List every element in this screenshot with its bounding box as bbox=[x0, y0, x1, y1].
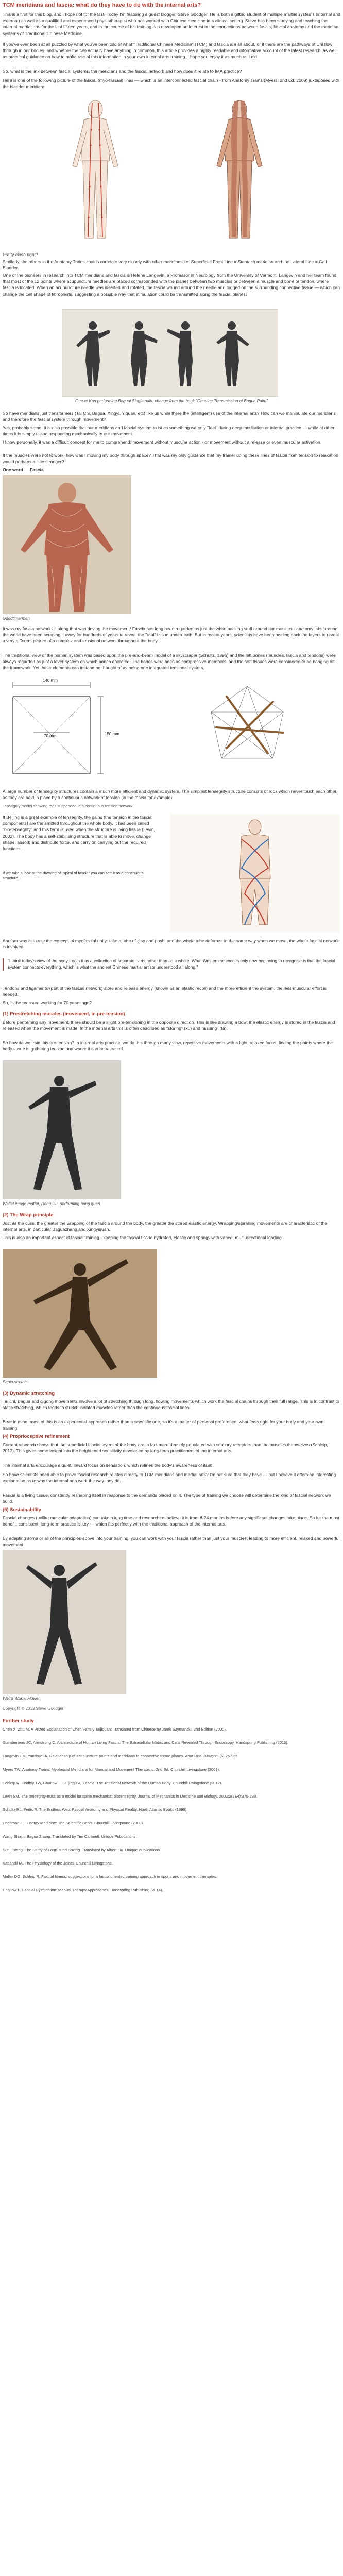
pressure-question-paragraph: So, is the pressure working for 70 years ago? bbox=[3, 1000, 92, 1005]
intro-paragraph-1: This is a first for this blog, and I hope not for the last: Today I'm featuring a guest blogger, Steve Goodger. He is both a gifted student of multiple martial systems (internal and external) as well as a qualified and experienced physiotherapist who has worked with Chinese medicine in a clinical setting. Steve has been studying and teaching the internal martial arts for the last fifteen years, and in the course of his training has developed an interest in the connections between fascia, fascial anatomy and the meridian systems of Traditional Chinese Medicine. bbox=[3, 12, 340, 36]
sepia-stretch-figure bbox=[3, 1249, 157, 1378]
prestretch-paragraph: Before performing any movement, there should be a slight pre-tensioning in the opposite direction. This is like drawing a bow: the elastic energy is stored in the fascia and released when the movement is made. In the internal arts this is often described as "storing" (xu) and "issuing" (fa). bbox=[3, 1020, 335, 1031]
dong-jiu-photo-figure bbox=[3, 1060, 121, 1199]
reference-item: Wang Shujin. Bagua Zhang. Translated by Tim Cartmell. Unique Publications. bbox=[3, 1834, 137, 1839]
spiral-fascia-svg bbox=[170, 814, 340, 933]
intro-paragraph-2: If you've ever been at all puzzled by what you've been told of what "Traditional Chinese Medicine" (TCM) and fascia are all about, or if there are the pathways of Chi flow through in our bodies, and whether the two actually have anything in common, this article provides a highly readable and informative account of the latest research, as well as practical guidance on how to make use of this information in your own internal arts training. I hope you enjoy it as much as I did. bbox=[3, 42, 337, 60]
reference-item: Levin SM. The tensegrity-truss as a model for spine mechanics: biotensegrity. Journal of Mechanics in Medicine and Biology. 2002;2(3&4):375-388. bbox=[3, 1794, 258, 1799]
article-title: TCM meridians and fascia: what do they have to do with the internal arts? bbox=[3, 2, 201, 8]
willow-flower-figure bbox=[3, 1550, 126, 1694]
tensegrity-diagram-svg bbox=[3, 676, 157, 784]
reference-item: Schultz RL, Feitis R. The Endless Web: Fascial Anatomy and Physical Reality. North Atlantic Books (1996). bbox=[3, 1807, 188, 1812]
muscle-question-paragraph: If the muscles were not to work, how was I moving my body through space? That was my only guidance that my trainer doing these lines of fascia from tension to relaxation would perhaps a little stronger? bbox=[3, 453, 338, 465]
intro-paragraph-3: So, what is the link between fascial systems, the meridians and the fascial network and how does it relate to IMA practice? bbox=[3, 69, 242, 74]
hydrated-fascia-paragraph: This is also an important aspect of fascial training - keeping the fascial tissue hydrated, elastic and springy with varied, multi-directional loading. bbox=[3, 1235, 283, 1240]
section-heading-wrap: (2) The Wrap principle bbox=[3, 1212, 54, 1217]
bagua-photo-svg bbox=[62, 309, 278, 397]
bagua-photo-figure bbox=[62, 309, 278, 397]
sustainability-paragraph: Fascial changes (unlike muscular adaptation) can take a long time and researchers believe it is from 6-24 months before any significant changes take place. So for the most benefit, consistent, long-term practice is key — which fits perfectly with the traditional approach of the internal arts. bbox=[3, 1515, 339, 1527]
experiential-paragraph: Bear in mind, most of this is an experiential approach rather than a scientific one, so it's a matter of personal preference, what feels right for your body and your own training. bbox=[3, 1419, 324, 1431]
spiral-fascia-note: If we take a look at the drawing of "spiral of fascia" you can see it as a continuous structure... bbox=[3, 871, 144, 881]
further-study-heading: Further study bbox=[3, 1718, 34, 1723]
section-heading-prestretch: (1) Prestretching muscles (movement, in pre-tension) bbox=[3, 1011, 125, 1016]
living-tissue-paragraph: Fascia is a living tissue, constantly reshaping itself in response to the demands placed on it. The type of training we choose will determine the kind of fascial network we build. bbox=[3, 1493, 331, 1504]
tensegrity-model-figure bbox=[196, 676, 299, 779]
reference-item: Sun Lutang. The Study of Form-Mind Boxing. Translated by Albert Liu. Unique Publications. bbox=[3, 1848, 161, 1852]
reference-item: Muller DG, Schleip R. Fascial fitness: suggestions for a fascia oriented training approach in sports and movement therapies. bbox=[3, 1874, 217, 1879]
tensegrity-model-svg bbox=[196, 676, 299, 779]
tensegrity-dim-mid: 70 mm bbox=[44, 734, 57, 738]
tensegrity-diagram-figure bbox=[3, 676, 157, 784]
copyright-line: Copyright © 2013 Steve Goodger bbox=[3, 1706, 64, 1711]
dynamic-stretching-paragraph: Tai chi, Bagua and qigong movements involve a lot of stretching through long, flowing movements which work the fascial chains through their full range. This is in contrast to static stretching, which tends to stretch isolated muscles rather than the continuous fascial lines. bbox=[3, 1399, 339, 1411]
scientific-proof-paragraph: So have scientists been able to prove fascial research relates directly to TCM meridians and martial arts? I'm not sure that they have — but I believe it offers an interesting explanation as to why the internal arts work the way they do. bbox=[3, 1472, 336, 1484]
martial-artist-quote: "I think today's view of the body treats it as a collection of separate parts rather than as a whole. What Western science is only now beginning to recognise is that the fascial system connects everything, which is what the ancient Chinese martial artists understood all along." bbox=[3, 958, 340, 971]
reference-item: Kapandji IA. The Physiology of the Joints. Churchill Livingstone. bbox=[3, 1861, 113, 1866]
intro-paragraph-4: Here is one of the following picture of the fascial (myo-fascial) lines — which is an interconnected fascial chain - from Anatomy Trains (Myers, 2nd Ed. 2009) juxtaposed with the bladder meridian: bbox=[3, 78, 339, 90]
fascia-photo-figure bbox=[3, 475, 131, 614]
inward-focus-paragraph: The internal arts encourage a quiet, inward focus on sensation, which refines the body's awareness of itself. bbox=[3, 1463, 214, 1468]
anatomy-trains-paragraph: Similarly, the others in the Anatomy Trains chains correlate very closely with other meridians i.e. Superficial Front Line = Stomach meridian and the Lateral Line = Gall Bladder. bbox=[3, 259, 327, 271]
tensegrity-dim-top: 140 mm bbox=[43, 678, 58, 683]
reference-item: Chaitow L. Fascial Dysfunction: Manual Therapy Approaches. Handspring Publishing (2014). bbox=[3, 1888, 163, 1892]
fascia-photo-caption: Goodtimerman bbox=[3, 616, 30, 621]
personal-concept-paragraph: I know personally, it was a difficult concept for me to comprehend; movement without muscular action - or movement without a release or even muscular activation. bbox=[3, 439, 322, 445]
elastic-recoil-paragraph: Tendons and ligaments (part of the fascial network) store and release energy (known as an elastic recoil) and the more efficient the system, the less muscular effort is needed. bbox=[3, 986, 327, 997]
proprioceptive-paragraph: Current research shows that the superficial fascial layers of the body are in fact more densely populated with sensory receptors than the muscles themselves (Schleip, 2012). This gives some insight into the heightened sensitivity developed by long-term practitioners of the internal arts. bbox=[3, 1442, 328, 1454]
wrap-paragraph: Just as the cuss, the greater the wrapping of the fascia around the body, the greater the stored elastic energy. Wrapping/spiralling movements are characteristic of the internal arts, in particular Baguazhang and Xingyiquan. bbox=[3, 1221, 328, 1232]
tensegrity-paragraph: A large number of tensegrity structures contain a much more efficient and dynamic system. The simplest tensegrity structure consists of rods which never touch each other, as they are held in place by a continuous network of tension (in the fascia for example). bbox=[3, 789, 338, 801]
reference-item: Langevin HM, Yandow JA. Relationship of acupuncture points and meridians to connective tissue planes. Anat Rec. 2002;269(6):257-65. bbox=[3, 1754, 239, 1758]
pretty-close-paragraph: Pretty close right? bbox=[3, 252, 38, 257]
reference-item: Schleip R, Findley TW, Chaitow L, Huijing PA. Fascia: The Tensional Network of the Human Body. Churchill Livingstone (2012). bbox=[3, 1781, 222, 1785]
reference-item: Chen X, Zhu M. A Prized Explanation of Chen Family Taijiquan: Translated from Chinese by Jarek Szymanski. 2nd Edition (2000). bbox=[3, 1727, 227, 1732]
section-heading-proprioceptive: (4) Proprioceptive refinement bbox=[3, 1433, 70, 1439]
sepia-stretch-svg bbox=[3, 1249, 157, 1378]
reference-item: Guimberteau JC, Armstrong C. Architecture of Human Living Fascia: The Extracellular Matrix and Cells Revealed Through Endoscopy. Handspring Publishing (2015). bbox=[3, 1740, 289, 1745]
sepia-stretch-caption: Sepia stretch bbox=[3, 1380, 27, 1384]
meridian-movement-paragraph: So have meridians just transformers (Tai Chi, Bagua, Xingyi, Yiquan, etc) like us while there the (intelligent) use of the internal arts? How can we manipulate our meridians and therefore the fascial system through movement? bbox=[3, 411, 336, 422]
section-heading-dynamic: (3) Dynamic stretching bbox=[3, 1390, 55, 1396]
reference-item: Oschman JL. Energy Medicine: The Scientific Basis. Churchill Livingstone (2000). bbox=[3, 1821, 144, 1825]
section-heading-sustainability: (5) Sustainability bbox=[3, 1506, 42, 1512]
dong-jiu-photo-svg bbox=[3, 1060, 121, 1199]
spiral-fascia-figure bbox=[170, 814, 340, 933]
traditional-view-paragraph: The traditional view of the human system was based upon the pre-and-beam model of a skyscraper (Schultz, 1996) and the left bones (muscles, fascia and tendons) were always regarded as just a lever system on which bones operated. The bones were seen as compressive members, and the soft tissues were considered to be hanging off the framework. Yet these elements can instead be thought of as being one integrated tensional system. bbox=[3, 653, 336, 671]
one-word-fascia: One word — Fascia bbox=[3, 467, 44, 472]
meditation-paragraph: Yes, probably some. It is also possible that our meridians and fascial system exist as something we only "feel" during deep meditation or internal practice — while at other times it is simply tissue responding mechanically to our movement. bbox=[3, 425, 335, 437]
reference-item: Myers TW. Anatomy Trains: Myofascial Meridians for Manual and Movement Therapists. 2nd Ed. Churchill Livingstone (2009). bbox=[3, 1767, 220, 1772]
langevin-paragraph: One of the pioneers in research into TCM meridians and fascia is Helene Langevin, a Professor in Neurology from the University of Vermont. Langevin and her team found that most of the 12 points where acupuncture needles are placed corresponded with the planes between two muscles or between a muscle and bone or tendon, where fascia is located. When an acupuncture needle was inserted and rotated, the fascia wound around the needle and tugged on the surrounding connective tissue — which can change the cell shape of fibroblasts, suggesting a possible way that stimulation could be transmitted along the fascial planes. bbox=[3, 273, 340, 297]
meridian-comparison-figure bbox=[3, 94, 340, 248]
tensegrity-note: Tensegrity model showing rods suspended in a continuous tension network bbox=[3, 804, 133, 808]
fascia-photo-svg bbox=[3, 475, 131, 614]
dong-jiu-caption: Wallet image matter, Dong Jiu, performing bang quan bbox=[3, 1201, 100, 1206]
pretension-training-paragraph: So how do we train this pre-tension? In internal arts practice, we do this through many slow, repetitive movements with a light, relaxed focus, finding the points where the body tissue is gathering tension and where it can be released. bbox=[3, 1040, 333, 1052]
adapting-principles-paragraph: By adapting some or all of the principles above into your training, you can work with your fascia rather than just your muscles, leading to more efficient, relaxed and powerful movement. bbox=[3, 1536, 340, 1548]
tensegrity-dim-side: 150 mm bbox=[105, 732, 119, 736]
biotensegrity-paragraph: If Beijing is a great example of tensegrity, the gains (the tension in the fascial components) are transmitted throughout the whole body. It has been called "bio-tensegrity" and this term is used when the structure is living tissue (Levin, 2002). The body has a self-stabilising structure that is able to move, change shape, absorb and distribute force, and carry on carrying out the required functions. bbox=[3, 815, 156, 852]
willow-flower-svg bbox=[3, 1550, 126, 1694]
myofascial-unity-paragraph: Another way is to use the concept of myofascial unity: take a tube of clay and push, and the whole tube deforms; in the same way when we move, the whole fascial network is involved. bbox=[3, 938, 339, 950]
meridian-figure-svg bbox=[3, 94, 340, 248]
bagua-photo-caption: Gua et Kan performing Baguai Single palm change from the book "Genuine Transmission of Bagua Palm" bbox=[75, 399, 268, 403]
willow-flower-caption: Weird Willow Flower bbox=[3, 1696, 40, 1701]
fascia-network-paragraph: It was my fascia network all along that was driving the movement! Fascia has long been regarded as just the white packing stuff around our muscles - anatomy labs around the world have been scraping it away for hundreds of years to reveal the "real" tissue underneath. But in recent years, scientists have been peeling back the layers to reveal a very different picture of a complex and tensional network throughout the body. bbox=[3, 626, 339, 644]
